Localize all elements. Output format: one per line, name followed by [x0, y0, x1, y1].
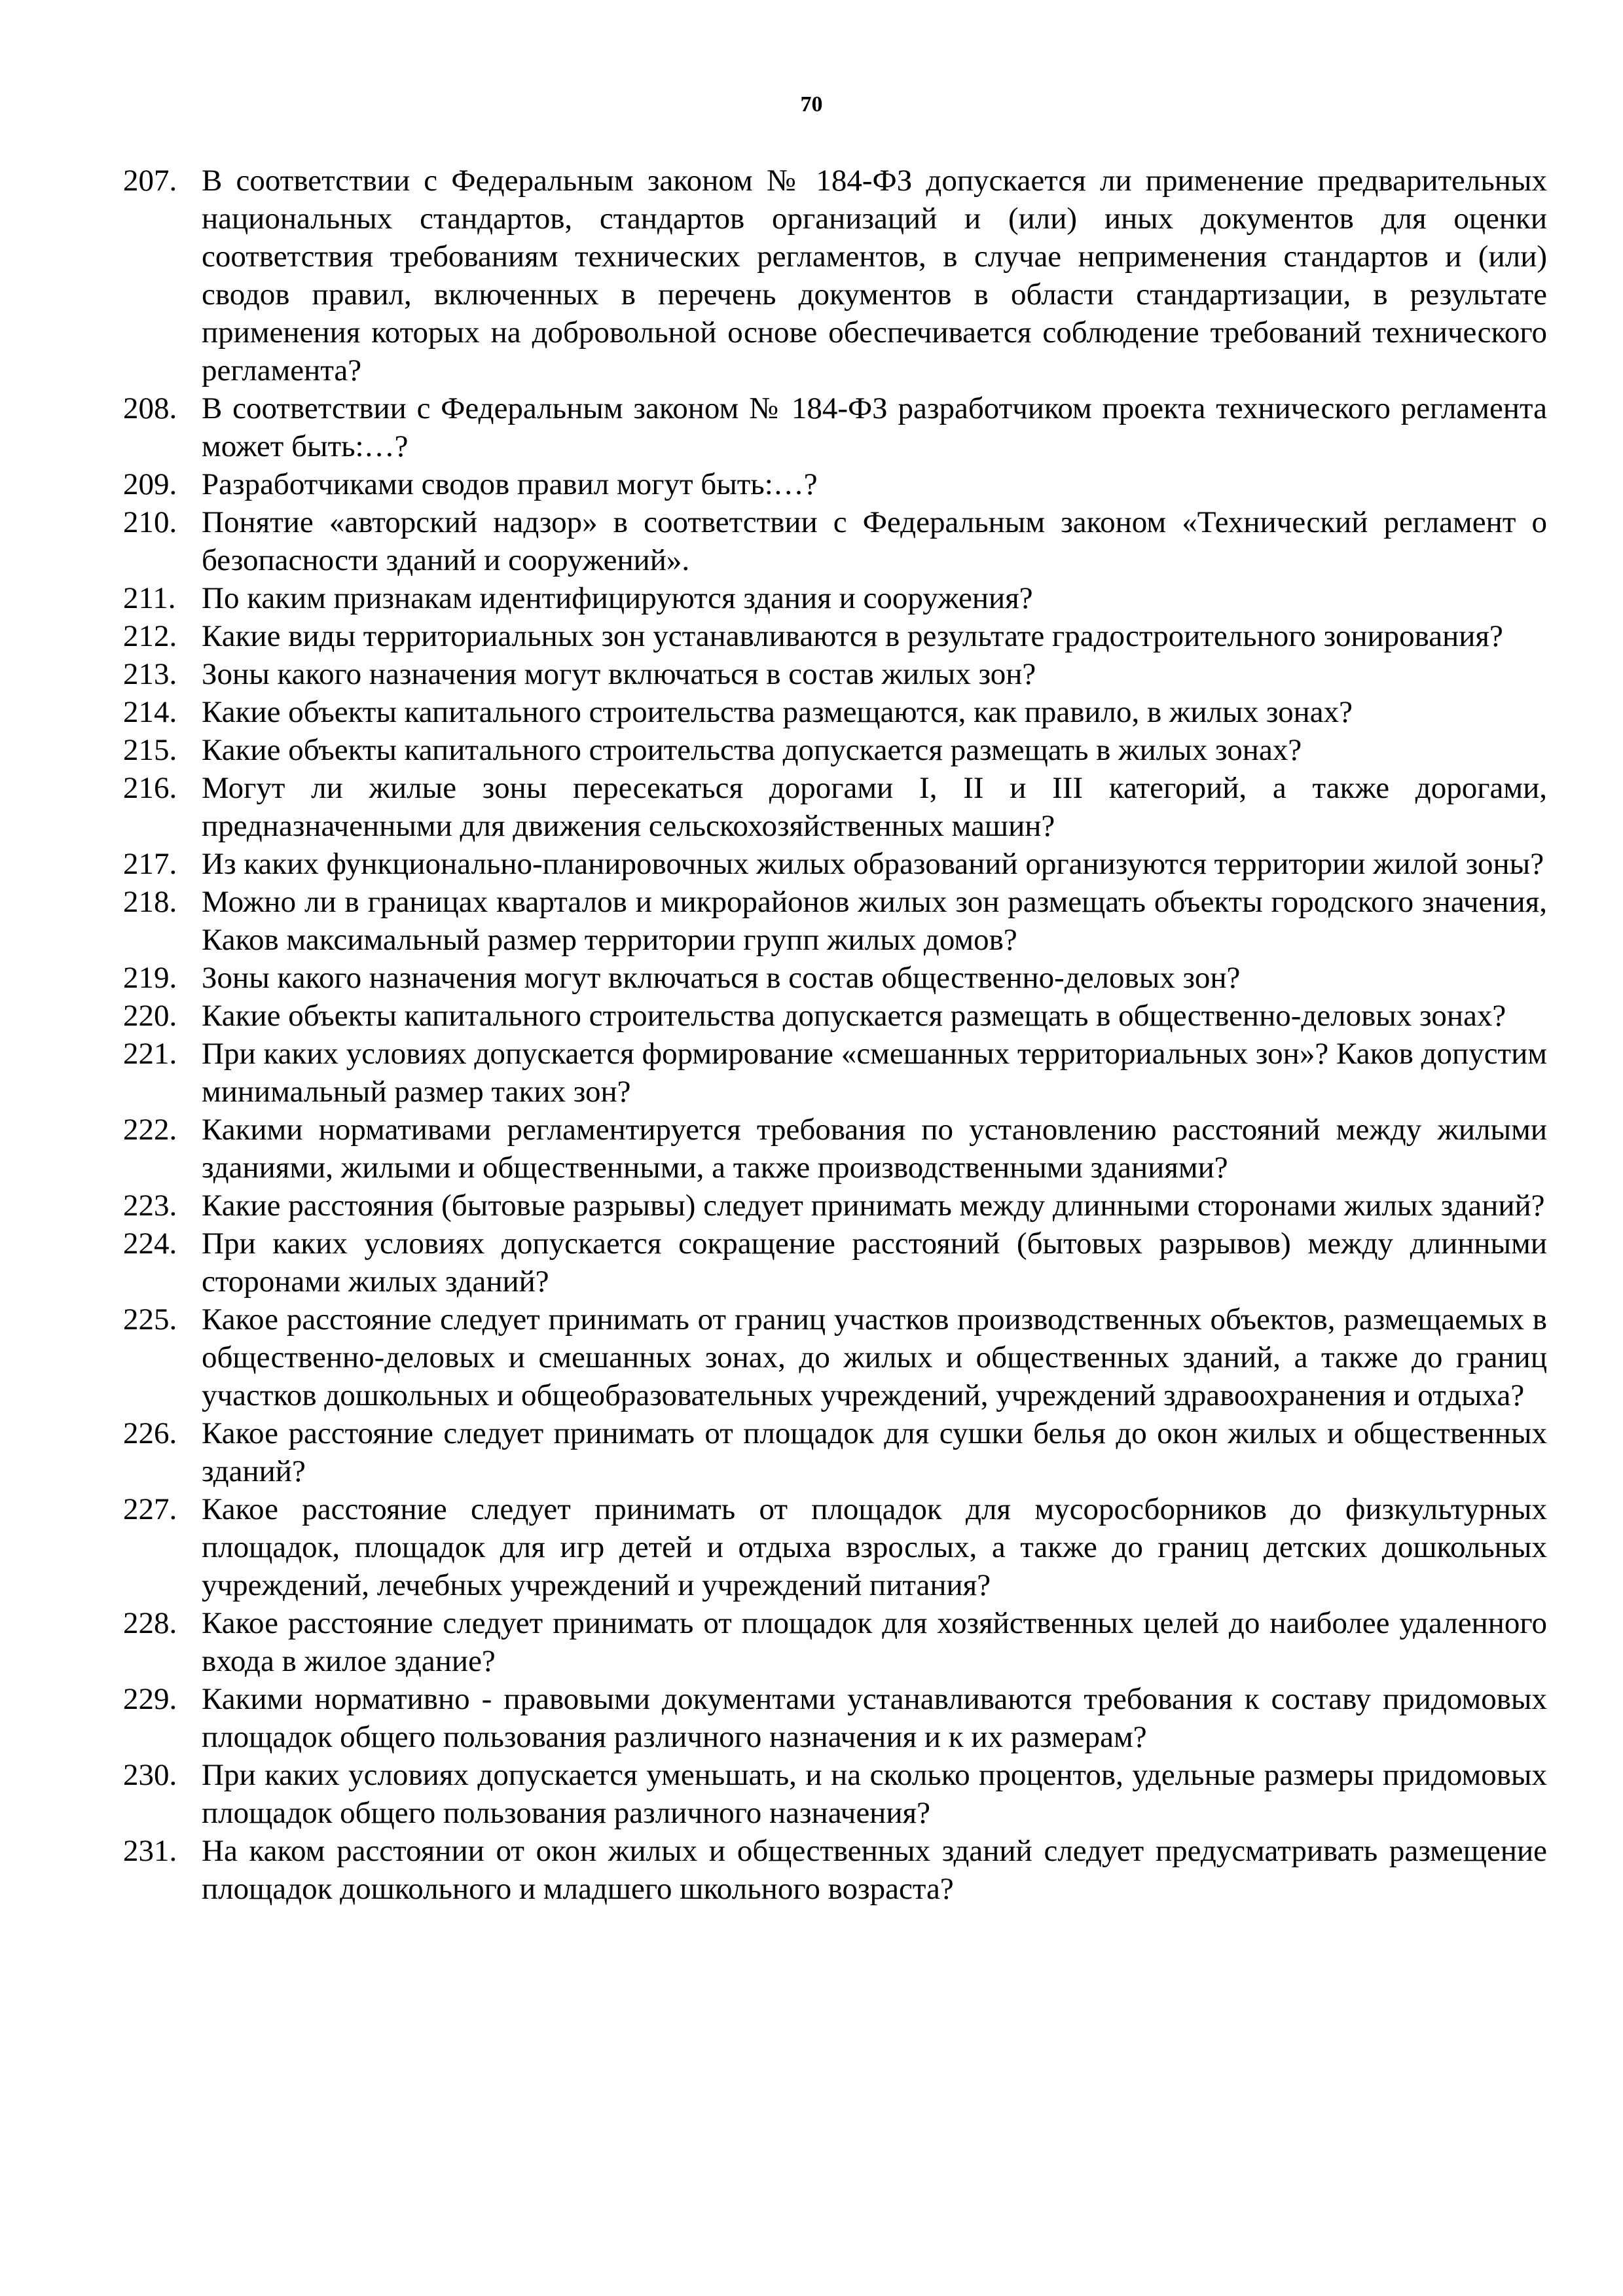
question-number: 208.: [123, 391, 177, 425]
question-text: Какое расстояние следует принимать от площадок для мусоросборников до физкультурных площадок, площадок для игр детей и отдыха взрослых, а также до границ детских дошкольных учреждений, лечебных учреждений и учреждений питания?: [202, 1492, 1547, 1602]
question-text: Понятие «авторский надзор» в соответствии с Федеральным законом «Технический регламент о безопасности зданий и сооружений».: [202, 505, 1547, 577]
question-item: [123, 845, 1547, 883]
question-number: 228.: [123, 1606, 177, 1640]
question-number: 214.: [123, 695, 177, 729]
question-number: 217.: [123, 847, 177, 881]
question-item: [123, 1225, 1547, 1300]
question-text: Зоны какого назначения могут включаться в состав жилых зон?: [202, 657, 1036, 691]
question-text: Можно ли в границах кварталов и микрорайонов жилых зон размещать объекты городского значения, Каков максимальный размер территории групп жилых домов?: [202, 885, 1547, 957]
question-item: [123, 769, 1547, 845]
question-item: [123, 1604, 1547, 1680]
question-item: [123, 1414, 1547, 1490]
question-item: [123, 1035, 1547, 1111]
question-item: [123, 503, 1547, 579]
question-item: [123, 617, 1547, 655]
question-number: 226.: [123, 1416, 177, 1450]
question-item: [123, 959, 1547, 997]
question-text: Какое расстояние следует принимать от площадок для сушки белья до окон жилых и общественных зданий?: [202, 1416, 1547, 1488]
question-number: 221.: [123, 1037, 177, 1071]
question-number: 207.: [123, 164, 177, 198]
question-number: 229.: [123, 1682, 177, 1716]
question-number: 218.: [123, 885, 177, 919]
question-item: [123, 731, 1547, 769]
question-item: [123, 1187, 1547, 1225]
question-item: [123, 1300, 1547, 1414]
question-number: 216.: [123, 771, 177, 805]
question-number: 222.: [123, 1113, 177, 1147]
question-item: [123, 579, 1547, 617]
question-number: 225.: [123, 1302, 177, 1336]
question-number: 230.: [123, 1758, 177, 1792]
question-item: [123, 883, 1547, 959]
question-number: 213.: [123, 657, 177, 691]
question-text: В соответствии с Федеральным законом № 184-ФЗ разработчиком проекта технического регламента может быть:…?: [202, 391, 1547, 463]
question-item: [123, 389, 1547, 465]
question-number: 211.: [123, 581, 176, 615]
question-text: Какие расстояния (бытовые разрывы) следует принимать между длинными сторонами жилых зданий?: [202, 1189, 1545, 1223]
question-text: Зоны какого назначения могут включаться в состав общественно-деловых зон?: [202, 961, 1241, 995]
question-text: Разработчиками сводов правил могут быть:…?: [202, 467, 818, 501]
question-text: Могут ли жилые зоны пересекаться дорогами I, II и III категорий, а также дорогами, предназначенными для движения сельскохозяйственных машин?: [202, 771, 1547, 843]
question-item: [123, 465, 1547, 503]
page-number: 70: [800, 92, 823, 117]
question-number: 224.: [123, 1227, 177, 1261]
question-item: [123, 655, 1547, 693]
question-text: Какими нормативно - правовыми документами устанавливаются требования к составу придомовых площадок общего пользования различного назначения и к их размерам?: [202, 1682, 1547, 1754]
question-item: [123, 1490, 1547, 1604]
question-text: В соответствии с Федеральным законом № 184-ФЗ допускается ли применение предварительных национальных стандартов, стандартов организаций и (или) иных документов для оценки соответствия требованиям технических регламентов, в случае неприменения стандартов и (или) сводов правил, включенных в перечень документов в области стандартизации, в результате применения которых на добровольной основе обеспечивается соблюдение требований технического регламента?: [202, 164, 1547, 387]
question-number: 210.: [123, 505, 177, 539]
question-number: 209.: [123, 467, 177, 501]
question-item: [123, 162, 1547, 389]
question-number: 215.: [123, 733, 177, 767]
question-text: Какие объекты капитального строительства допускается размещать в общественно-деловых зонах?: [202, 999, 1506, 1033]
question-text: Какие виды территориальных зон устанавливаются в результате градостроительного зонирования?: [202, 619, 1503, 653]
question-number: 223.: [123, 1189, 177, 1223]
question-text: Какое расстояние следует принимать от границ участков производственных объектов, размещаемых в общественно-деловых и смешанных зонах, до жилых и общественных зданий, а также до границ участков дошкольных и общеобразовательных учреждений, учреждений здравоохранения и отдыха?: [202, 1302, 1547, 1412]
question-item: [123, 1111, 1547, 1187]
question-item: [123, 1832, 1547, 1908]
question-item: [123, 1756, 1547, 1832]
question-list: [123, 162, 1547, 1908]
question-item: [123, 997, 1547, 1035]
question-number: 220.: [123, 999, 177, 1033]
question-text: При каких условиях допускается сокращение расстояний (бытовых разрывов) между длинными сторонами жилых зданий?: [202, 1227, 1547, 1299]
question-item: [123, 693, 1547, 731]
question-text: Какие объекты капитального строительства размещаются, как правило, в жилых зонах?: [202, 695, 1353, 729]
question-text: Какое расстояние следует принимать от площадок для хозяйственных целей до наиболее удаленного входа в жилое здание?: [202, 1606, 1547, 1678]
question-text: По каким признакам идентифицируются здания и сооружения?: [202, 581, 1033, 615]
question-text: Из каких функционально-планировочных жилых образований организуются территории жилой зоны?: [202, 847, 1544, 881]
question-number: 227.: [123, 1492, 177, 1526]
question-text: При каких условиях допускается формирование «смешанных территориальных зон»? Каков допустим минимальный размер таких зон?: [202, 1037, 1547, 1109]
question-number: 212.: [123, 619, 177, 653]
question-item: [123, 1680, 1547, 1756]
question-text: Какие объекты капитального строительства допускается размещать в жилых зонах?: [202, 733, 1302, 767]
question-number: 231.: [123, 1834, 177, 1868]
question-text: Какими нормативами регламентируется требования по установлению расстояний между жилыми зданиями, жилыми и общественными, а также производственными зданиями?: [202, 1113, 1547, 1185]
question-number: 219.: [123, 961, 177, 995]
question-text: На каком расстоянии от окон жилых и общественных зданий следует предусматривать размещение площадок дошкольного и младшего школьного возраста?: [202, 1834, 1547, 1906]
question-text: При каких условиях допускается уменьшать, и на сколько процентов, удельные размеры придомовых площадок общего пользования различного назначения?: [202, 1758, 1547, 1830]
